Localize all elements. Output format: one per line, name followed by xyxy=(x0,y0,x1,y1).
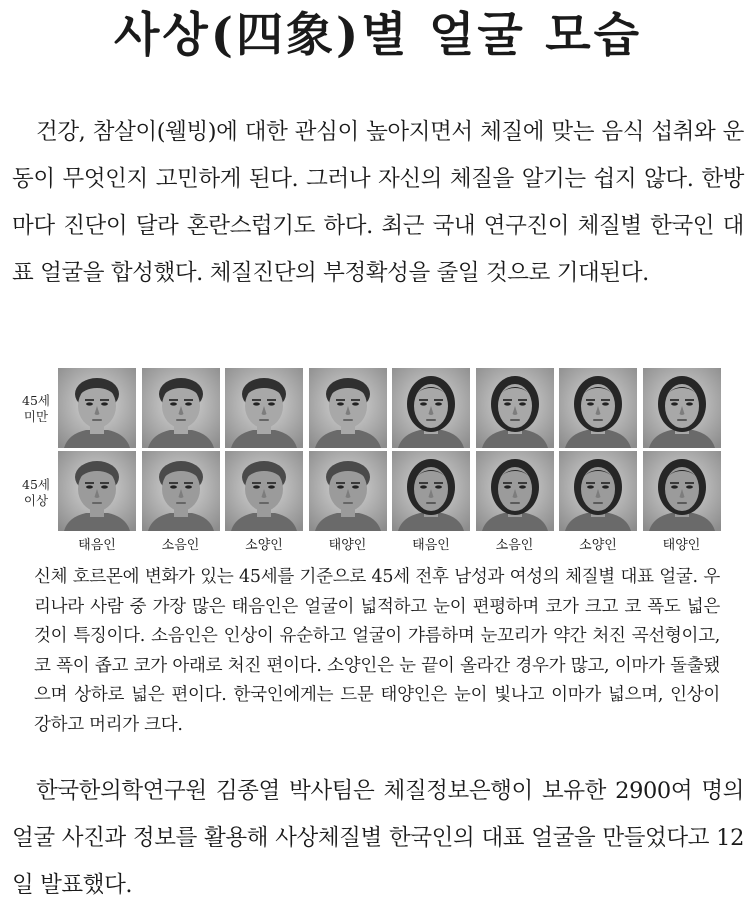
body-paragraph: 한국한의학연구원 김종열 박사팀은 체질정보은행이 보유한 2900여 명의 얼굴 사진과 정보를 활용해 사상체질별 한국인의 대표 얼굴을 만들었다고 12일 발표했다. xyxy=(12,778,744,898)
row-label-under45-line2: 미만 xyxy=(23,409,49,424)
page-title: 사상(四象)별 얼굴 모습 xyxy=(113,8,642,63)
constitution-type-label: 소양인 xyxy=(245,538,283,553)
face-photo xyxy=(643,368,721,448)
face-photo xyxy=(559,451,637,531)
face-photo xyxy=(225,368,303,448)
face-photo xyxy=(225,451,303,531)
face-photo xyxy=(392,368,470,448)
constitution-type-label: 태양인 xyxy=(662,538,701,553)
figure-caption: 신체 호르몬에 변화가 있는 45세를 기준으로 45세 전후 남성과 여성의 체질별 대표 얼굴. 우리나라 사람 중 가장 많은 태음인은 얼굴이 넓적하고 눈이 편평하며 코가 크고 코 폭도 넓은 것이 특징이다. 소음인은 인상이 유순하고 얼굴이 갸름하며 눈꼬리가 약간 처진 곡선형이고, 코 폭이 좁고 코가 아래로 처진 편이다. 소양인은 눈 끝이 올라간 경우가 많고, 이마가 돌출됐으며 상하로 넓은 편이다. 한국인에게는 드문 태양인은 눈이 빛나고 이마가 넓으며, 인상이 강하고 머리가 크다. xyxy=(34,567,720,735)
face-photo xyxy=(392,451,470,531)
constitution-type-label: 태음인 xyxy=(412,538,450,553)
face-photo xyxy=(643,451,721,531)
face-photo xyxy=(309,368,387,448)
constitution-type-label: 소음인 xyxy=(495,538,534,553)
row-label-under45-line1: 45세 xyxy=(22,393,50,408)
constitution-type-label: 태음인 xyxy=(78,538,116,553)
face-photo xyxy=(476,451,554,531)
constitution-type-label: 소양인 xyxy=(579,538,617,553)
row-label-over45 xyxy=(14,477,58,509)
constitution-type-label: 소음인 xyxy=(161,538,200,553)
face-photo xyxy=(142,451,220,531)
row-label-under45 xyxy=(14,393,58,425)
face-photo xyxy=(142,368,220,448)
row-label-over45-line2: 이상 xyxy=(23,493,49,508)
face-photo xyxy=(476,368,554,448)
constitution-type-label: 태양인 xyxy=(328,538,367,553)
face-photo xyxy=(58,451,136,531)
row-label-over45-line1: 45세 xyxy=(22,477,50,492)
face-photo xyxy=(559,368,637,448)
face-comparison-figure xyxy=(14,365,720,560)
face-photo xyxy=(309,451,387,531)
face-photo xyxy=(58,368,136,448)
intro-paragraph: 건강, 참살이(웰빙)에 대한 관심이 높아지면서 체질에 맞는 음식 섭취와 운동이 무엇인지 고민하게 된다. 그러나 자신의 체질을 알기는 쉽지 않다. 한방마다 진단이 달라 혼란스럽기도 하다. 최근 국내 연구진이 체질별 한국인 대표 얼굴을 합성했다. 체질진단의 부정확성을 줄일 것으로 기대된다. xyxy=(12,119,744,286)
